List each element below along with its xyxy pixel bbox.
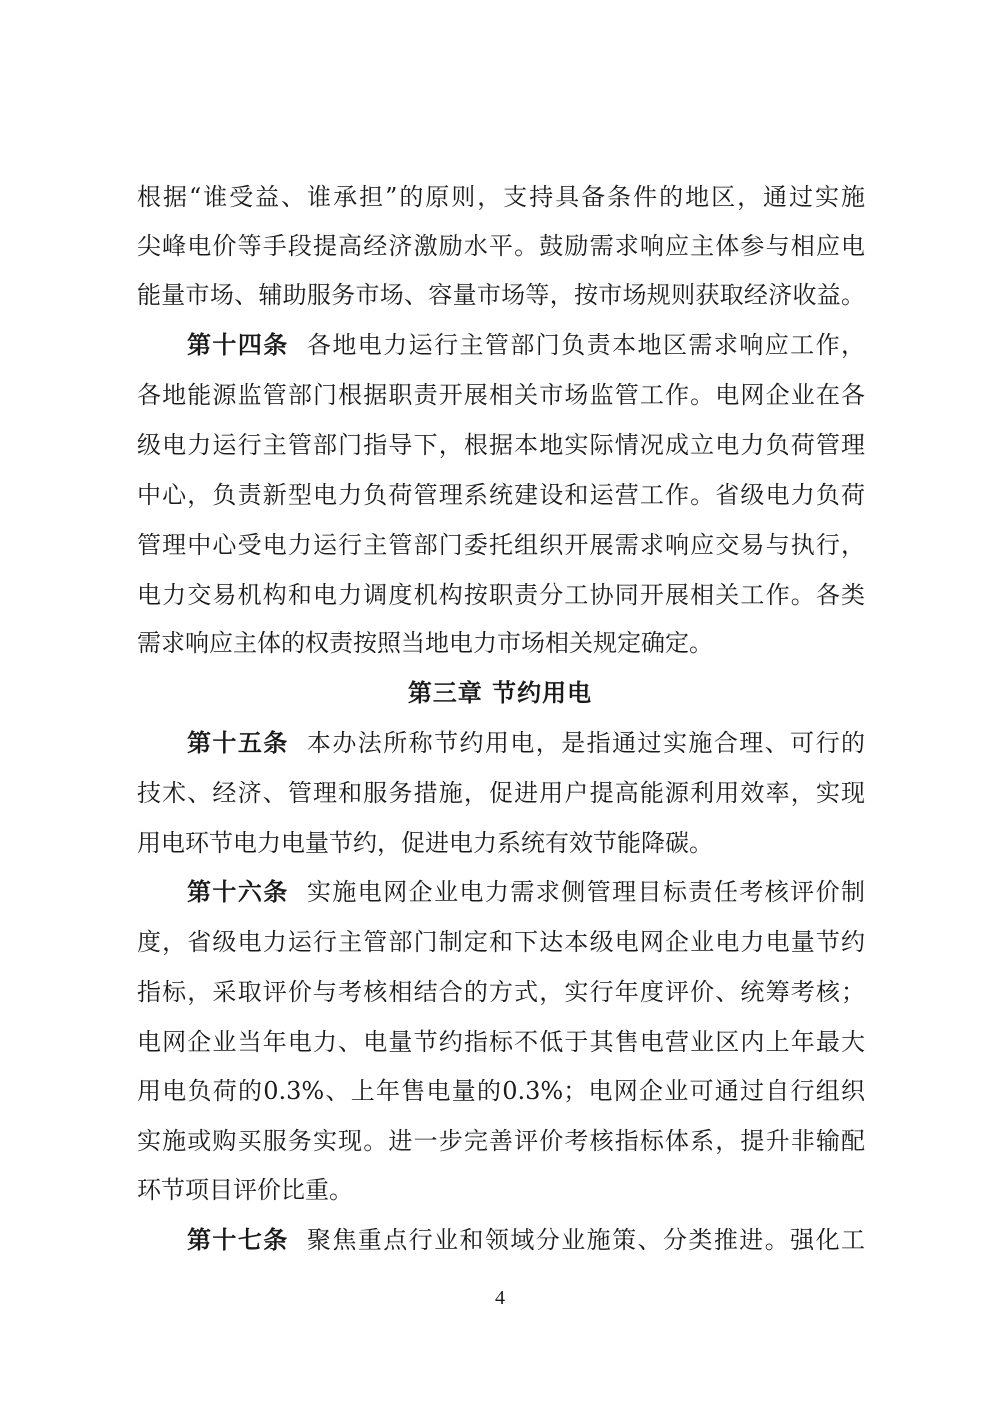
page-number: 4	[495, 1287, 505, 1309]
article-15-first-line: 第十五条 本办法所称节约用电，是指通过实施合理、可行的	[187, 728, 865, 757]
article-label: 第十五条	[187, 728, 289, 757]
paragraph-line: 电网企业当年电力、电量节约指标不低于其售电营业区内上年最大	[137, 1028, 865, 1056]
article-17-first-line: 第十七条 聚焦重点行业和领域分业施策、分类推进。强化工	[187, 1225, 865, 1254]
paragraph-line: 各地能源监管部门根据职责开展相关市场监管工作。电网企业在各	[137, 381, 865, 409]
article-16-first-line: 第十六条 实施电网企业电力需求侧管理目标责任考核评价制	[187, 877, 865, 906]
paragraph-line: 环节项目评价比重。	[137, 1176, 353, 1204]
paragraph-line: 指标，采取评价与考核相结合的方式，实行年度评价、统筹考核；	[137, 978, 865, 1006]
paragraph-line: 能量市场、辅助服务市场、容量市场等，按市场规则获取经济收益。	[137, 281, 865, 309]
paragraph-line: 度，省级电力运行主管部门制定和下达本级电网企业电力电量节约	[137, 928, 865, 956]
article-14-first-line: 第十四条 各地电力运行主管部门负责本地区需求响应工作，	[187, 330, 865, 359]
chapter-heading: 第三章 节约用电	[407, 678, 593, 707]
paragraph-line: 电力交易机构和电力调度机构按职责分工协同开展相关工作。各类	[137, 581, 865, 609]
paragraph-line: 实施或购买服务实现。进一步完善评价考核指标体系，提升非输配	[137, 1127, 865, 1155]
article-label: 第十七条	[187, 1225, 289, 1254]
paragraph-line: 中心，负责新型电力负荷管理系统建设和运营工作。省级电力负荷	[137, 481, 865, 509]
article-label: 第十四条	[187, 330, 289, 359]
article-label: 第十六条	[187, 877, 289, 906]
paragraph-line: 技术、经济、管理和服务措施，促进用户提高能源利用效率，实现	[137, 779, 865, 807]
paragraph-line: 管理中心受电力运行主管部门委托组织开展需求响应交易与执行，	[137, 531, 865, 559]
paragraph-line: 用电环节电力电量节约，促进电力系统有效节能降碳。	[137, 829, 713, 857]
paragraph-line: 根据“谁受益、谁承担”的原则，支持具备条件的地区，通过实施	[137, 183, 865, 211]
paragraph-line: 用电负荷的0.3%、上年售电量的0.3%；电网企业可通过自行组织	[137, 1077, 865, 1105]
paragraph-line: 尖峰电价等手段提高经济激励水平。鼓励需求响应主体参与相应电	[137, 232, 865, 260]
paragraph-line: 需求响应主体的权责按照当地电力市场相关规定确定。	[137, 629, 713, 657]
paragraph-line: 级电力运行主管部门指导下，根据本地实际情况成立电力负荷管理	[137, 431, 865, 459]
